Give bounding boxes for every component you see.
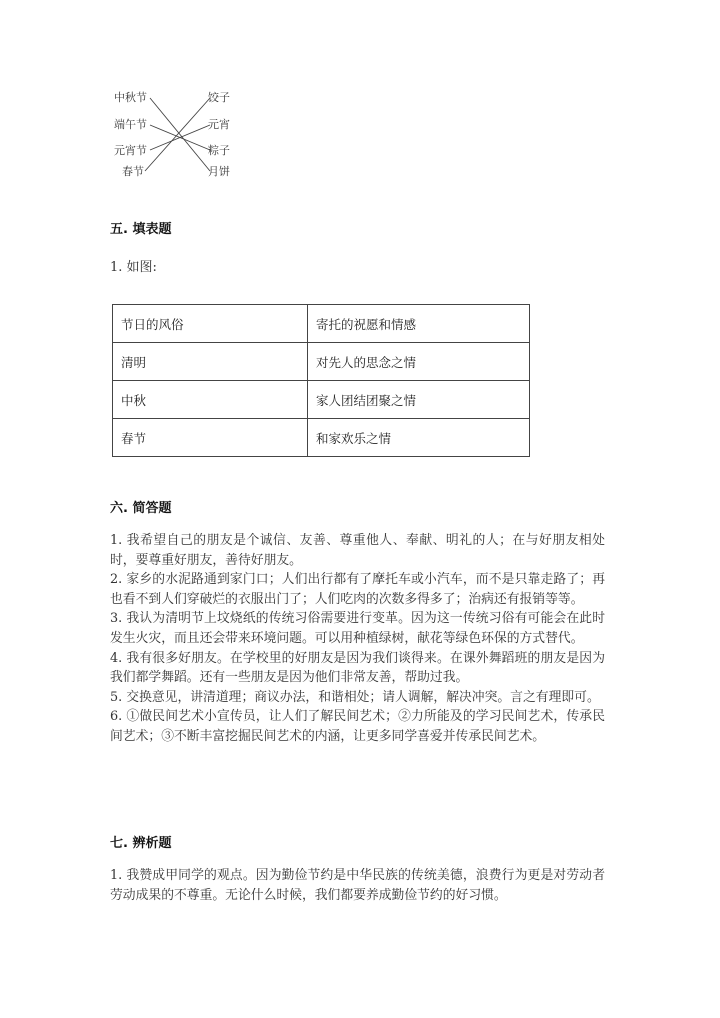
table-cell: 春节 <box>113 419 308 457</box>
table-cell: 对先人的思念之情 <box>308 343 530 381</box>
table-cell: 清明 <box>113 343 308 381</box>
header-cell: 寄托的祝愿和情感 <box>308 305 530 343</box>
festival-table <box>112 304 530 457</box>
answer-paragraph: 2. 家乡的水泥路通到家门口；人们出行都有了摩托车或小汽车，而不是只靠走路了；再也看不到人们穿破烂的衣服出门了；人们吃肉的次数多得多了；治病还有报销等等。 <box>110 572 605 607</box>
answer-paragraph: 3. 我认为清明节上坟烧纸的传统习俗需要进行变革。因为这一传统习俗有可能会在此时发生火灾，而且还会带来环境问题。可以用种植绿树，献花等绿色环保的方式替代。 <box>110 611 605 646</box>
table-cell: 家人团结团聚之情 <box>308 381 530 419</box>
section-title-analysis: 七. 辨析题 <box>110 836 172 851</box>
table-row <box>113 419 530 457</box>
table-cell: 和家欢乐之情 <box>308 419 530 457</box>
question-intro: 1. 如图: <box>110 260 157 275</box>
right-item-mooncake: 月饼 <box>208 165 230 178</box>
section-title-fill-table: 五. 填表题 <box>110 222 172 237</box>
left-item-dragon-boat: 端午节 <box>114 118 147 131</box>
answer-paragraph: 5. 交换意见，讲清道理；商议办法，和谐相处；请人调解，解决冲突。言之有理即可。 <box>110 689 600 705</box>
connection-lines <box>100 80 260 180</box>
right-item-dumplings: 饺子 <box>208 91 230 104</box>
section-title-short-answer: 六. 简答题 <box>110 501 172 516</box>
analysis-answer-list <box>110 866 605 905</box>
answer-paragraph: 4. 我有很多好朋友。在学校里的好朋友是因为我们谈得来。在课外舞蹈班的朋友是因为我们都学舞蹈。还有一些朋友是因为他们非常友善，帮助过我。 <box>110 650 605 686</box>
left-item-lantern: 元宵节 <box>114 144 147 157</box>
left-item-spring: 春节 <box>122 165 144 178</box>
table-row <box>113 381 530 419</box>
table-row <box>113 343 530 381</box>
right-item-zongzi: 粽子 <box>208 144 230 157</box>
table-cell: 中秋 <box>113 381 308 419</box>
header-cell: 节日的风俗 <box>113 305 308 343</box>
answer-paragraph: 1. 我赞成甲同学的观点。因为勤俭节约是中华民族的传统美德，浪费行为更是对劳动者劳动成果的不尊重。无论什么时候，我们都要养成勤俭节约的好习惯。 <box>110 868 605 903</box>
right-item-yuanxiao: 元宵 <box>208 118 230 131</box>
answer-paragraph: 6. ①做民间艺术小宣传员，让人们了解民间艺术；②力所能及的学习民间艺术，传承民间艺术；③不断丰富挖掘民间艺术的内涵，让更多同学喜爱并传承民间艺术。 <box>110 709 605 744</box>
matching-diagram <box>100 80 260 180</box>
left-item-mid-autumn: 中秋节 <box>114 91 147 104</box>
table-header-row <box>113 305 530 343</box>
short-answer-list <box>110 531 605 747</box>
answer-paragraph: 1. 我希望自己的朋友是个诚信、友善、尊重他人、奉献、明礼的人；在与好朋友相处时，要尊重好朋友，善待好朋友。 <box>110 533 605 568</box>
